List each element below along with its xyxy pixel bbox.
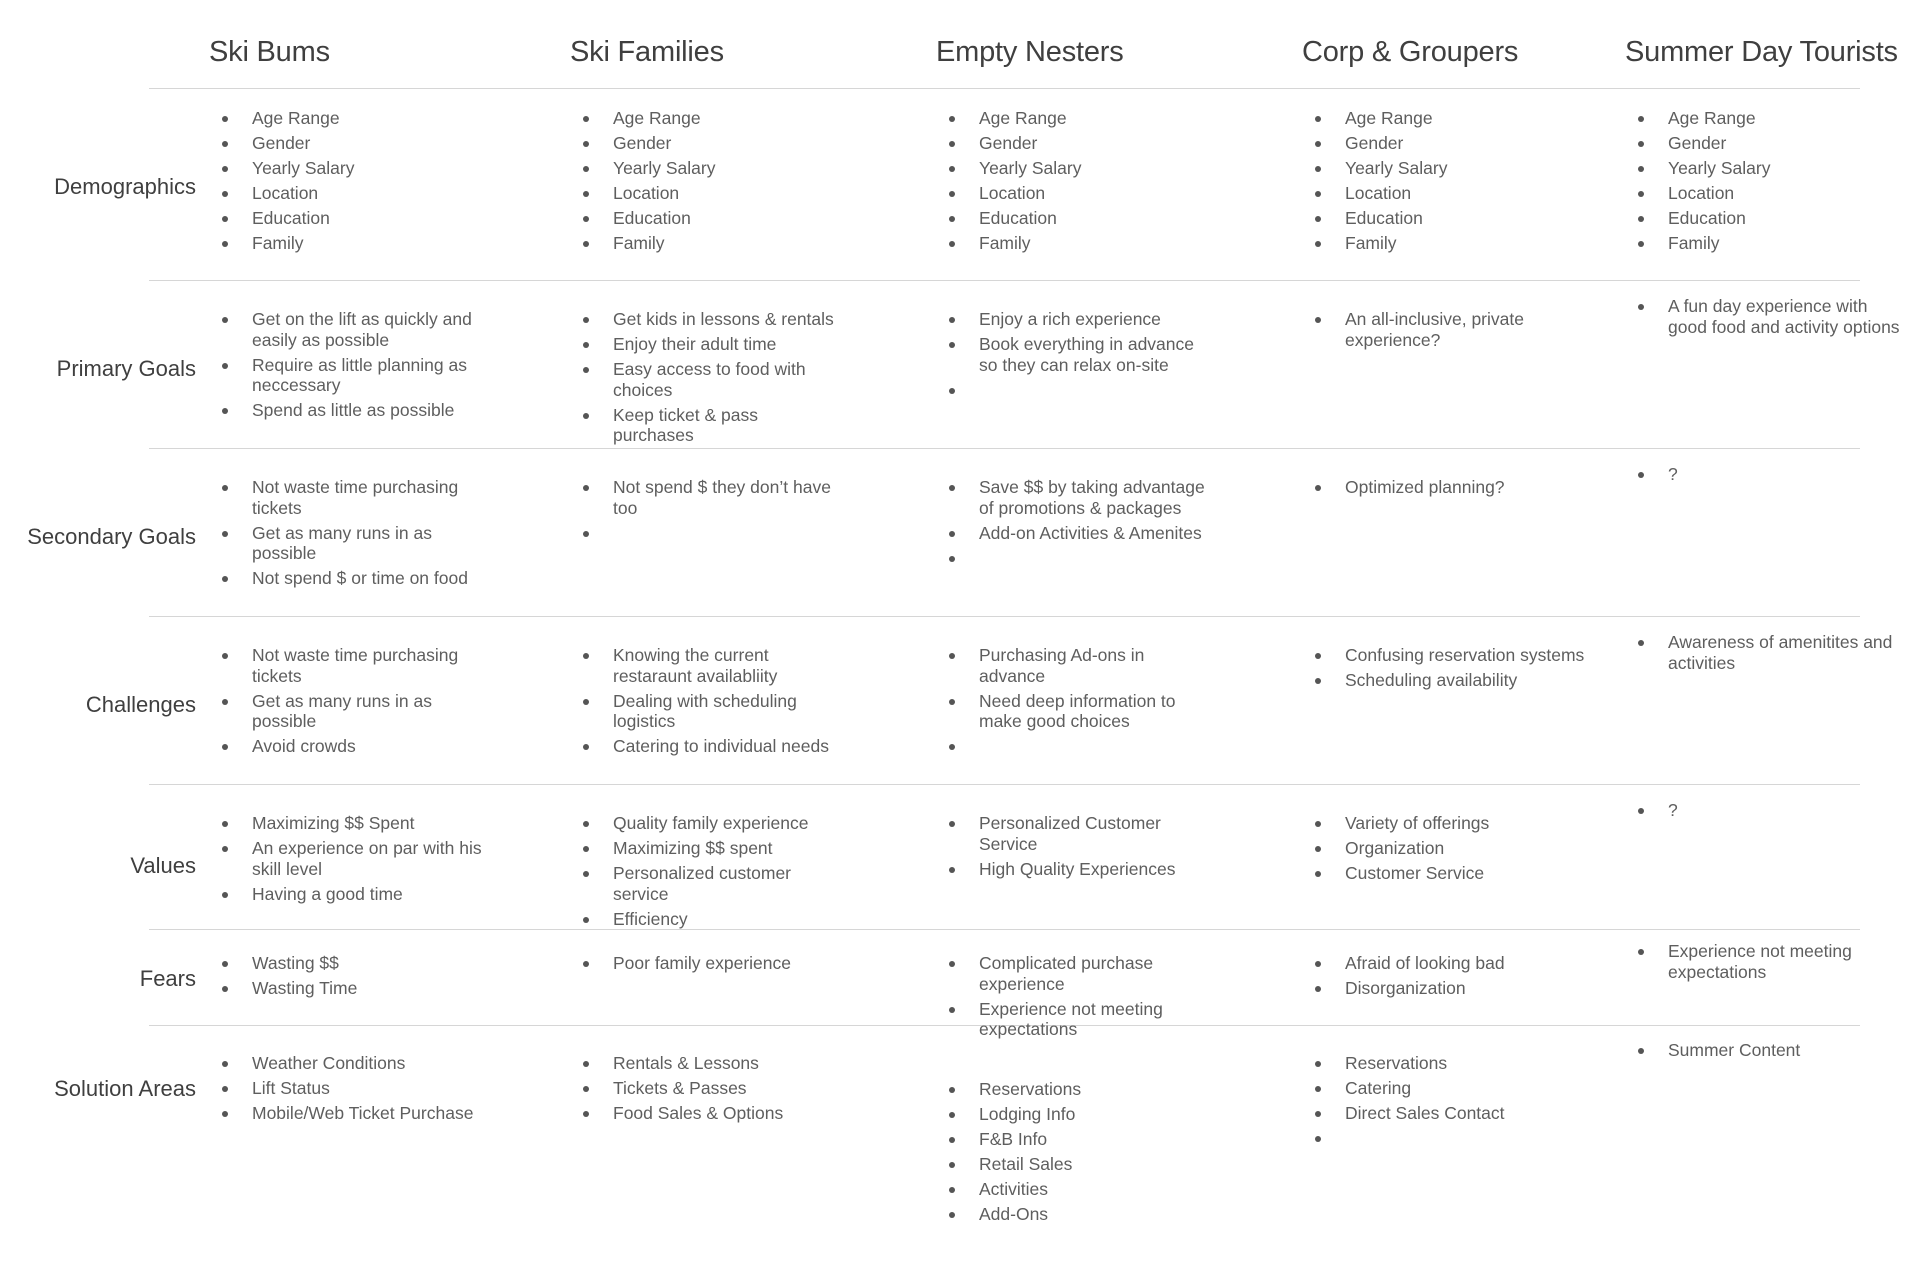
list-item: Experience not meeting expectations: [1638, 941, 1908, 982]
list-item: Yearly Salary: [949, 158, 1209, 179]
cell-list: [583, 1053, 843, 1128]
list-item: Education: [1315, 208, 1605, 229]
list-item: Experience not meeting expectations: [949, 999, 1209, 1040]
list-item: Family: [1315, 233, 1605, 254]
list-item: Optimized planning?: [1315, 477, 1605, 498]
list-item: Lift Status: [222, 1078, 482, 1099]
cell-list: [1638, 800, 1908, 825]
list-item: Organization: [1315, 838, 1605, 859]
list-item: Add-on Activities & Amenites: [949, 523, 1209, 544]
cell-list: [583, 953, 843, 978]
row-divider: [149, 448, 1860, 449]
list-item: Gender: [222, 133, 482, 154]
list-item: [949, 736, 1209, 757]
column-header: Ski Families: [570, 36, 724, 68]
list-item: Wasting Time: [222, 978, 482, 999]
cell-list: [222, 953, 482, 1003]
row-label: Challenges: [85, 692, 196, 717]
cell-list: [1315, 953, 1605, 1003]
list-item: Variety of offerings: [1315, 813, 1605, 834]
list-item: Activities: [949, 1179, 1209, 1200]
list-item: Gender: [949, 133, 1209, 154]
list-item: An all-inclusive, private experience?: [1315, 309, 1605, 350]
cell-list: [1638, 941, 1908, 987]
list-item: Keep ticket & pass purchases: [583, 405, 843, 446]
row-label: Fears: [139, 966, 196, 991]
row-divider: [149, 929, 1860, 930]
list-item: Get as many runs in as possible: [222, 523, 482, 564]
cell-list: [1315, 1053, 1605, 1153]
cell-list: [1638, 464, 1908, 489]
list-item: Not spend $ or time on food: [222, 568, 482, 589]
list-item: Confusing reservation systems: [1315, 645, 1605, 666]
list-item: Age Range: [583, 108, 843, 129]
list-item: Spend as little as possible: [222, 400, 482, 421]
list-item: Age Range: [949, 108, 1209, 129]
row-label: Demographics: [54, 174, 196, 199]
cell-list: [222, 813, 482, 909]
cell-list: [1638, 1040, 1908, 1065]
cell-list: [1315, 645, 1605, 695]
list-item: Maximizing $$ Spent: [222, 813, 482, 834]
list-item: Efficiency: [583, 909, 843, 930]
list-item: Direct Sales Contact: [1315, 1103, 1605, 1124]
list-item: Weather Conditions: [222, 1053, 482, 1074]
cell-list: [583, 309, 843, 450]
list-item: Education: [1638, 208, 1908, 229]
list-item: Family: [583, 233, 843, 254]
list-item: Gender: [1315, 133, 1605, 154]
cell-list: [222, 477, 482, 593]
cell-list: [1638, 632, 1908, 678]
list-item: ?: [1638, 464, 1908, 485]
list-item: Family: [1638, 233, 1908, 254]
cell-list: [222, 309, 482, 425]
list-item: Catering to individual needs: [583, 736, 843, 757]
cell-list: [1315, 108, 1605, 259]
list-item: F&B Info: [949, 1129, 1209, 1150]
row-label: Primary Goals: [56, 356, 196, 381]
list-item: Age Range: [1315, 108, 1605, 129]
list-item: Gender: [583, 133, 843, 154]
list-item: Location: [222, 183, 482, 204]
list-item: Catering: [1315, 1078, 1605, 1099]
list-item: Food Sales & Options: [583, 1103, 843, 1124]
row-divider: [149, 616, 1860, 617]
list-item: [949, 548, 1209, 569]
column-header: Empty Nesters: [936, 36, 1124, 68]
row-divider: [149, 784, 1860, 785]
column-header: Ski Bums: [209, 36, 330, 68]
list-item: Enjoy their adult time: [583, 334, 843, 355]
list-item: Having a good time: [222, 884, 482, 905]
list-item: Book everything in advance so they can relax on-site: [949, 334, 1209, 375]
cell-list: [583, 477, 843, 548]
list-item: A fun day experience with good food and activity options: [1638, 296, 1908, 337]
list-item: Tickets & Passes: [583, 1078, 843, 1099]
cell-list: [949, 1079, 1209, 1230]
cell-list: [583, 813, 843, 934]
list-item: Family: [949, 233, 1209, 254]
list-item: Location: [1315, 183, 1605, 204]
list-item: Afraid of looking bad: [1315, 953, 1605, 974]
cell-list: [949, 108, 1209, 259]
list-item: Enjoy a rich experience: [949, 309, 1209, 330]
list-item: [1315, 1128, 1605, 1149]
list-item: Age Range: [222, 108, 482, 129]
row-divider: [149, 280, 1860, 281]
list-item: Lodging Info: [949, 1104, 1209, 1125]
list-item: Get as many runs in as possible: [222, 691, 482, 732]
cell-list: [1638, 108, 1908, 259]
list-item: Education: [583, 208, 843, 229]
list-item: An experience on par with his skill level: [222, 838, 482, 879]
cell-list: [222, 645, 482, 761]
list-item: [949, 380, 1209, 401]
list-item: Location: [1638, 183, 1908, 204]
list-item: Reservations: [1315, 1053, 1605, 1074]
list-item: Location: [949, 183, 1209, 204]
list-item: Quality family experience: [583, 813, 843, 834]
list-item: Avoid crowds: [222, 736, 482, 757]
list-item: Location: [583, 183, 843, 204]
list-item: Not waste time purchasing tickets: [222, 477, 482, 518]
list-item: Poor family experience: [583, 953, 843, 974]
list-item: Scheduling availability: [1315, 670, 1605, 691]
list-item: Save $$ by taking advantage of promotions & packages: [949, 477, 1209, 518]
list-item: Gender: [1638, 133, 1908, 154]
list-item: Maximizing $$ spent: [583, 838, 843, 859]
row-label: Solution Areas: [54, 1076, 196, 1101]
list-item: Purchasing Ad-ons in advance: [949, 645, 1209, 686]
cell-list: [583, 645, 843, 761]
cell-list: [1315, 309, 1605, 355]
cell-list: [949, 477, 1209, 573]
list-item: Retail Sales: [949, 1154, 1209, 1175]
list-item: Not spend $ they don’t have too: [583, 477, 843, 518]
cell-list: [222, 108, 482, 259]
list-item: Family: [222, 233, 482, 254]
list-item: Not waste time purchasing tickets: [222, 645, 482, 686]
list-item: Yearly Salary: [583, 158, 843, 179]
row-label: Values: [130, 853, 196, 878]
cell-list: [222, 1053, 482, 1128]
list-item: Education: [949, 208, 1209, 229]
list-item: Dealing with scheduling logistics: [583, 691, 843, 732]
list-item: Reservations: [949, 1079, 1209, 1100]
list-item: Education: [222, 208, 482, 229]
list-item: Easy access to food with choices: [583, 359, 843, 400]
list-item: Awareness of amenitites and activities: [1638, 632, 1908, 673]
cell-list: [1315, 813, 1605, 888]
list-item: High Quality Experiences: [949, 859, 1209, 880]
list-item: Get kids in lessons & rentals: [583, 309, 843, 330]
cell-list: [949, 309, 1209, 405]
list-item: Yearly Salary: [1638, 158, 1908, 179]
list-item: ?: [1638, 800, 1908, 821]
row-divider: [149, 88, 1860, 89]
cell-list: [583, 108, 843, 259]
list-item: Wasting $$: [222, 953, 482, 974]
list-item: Get on the lift as quickly and easily as possible: [222, 309, 482, 350]
list-item: Personalized customer service: [583, 863, 843, 904]
list-item: Rentals & Lessons: [583, 1053, 843, 1074]
list-item: Age Range: [1638, 108, 1908, 129]
cell-list: [1638, 296, 1908, 342]
list-item: Summer Content: [1638, 1040, 1908, 1061]
list-item: Mobile/Web Ticket Purchase: [222, 1103, 482, 1124]
row-label: Secondary Goals: [27, 524, 196, 549]
column-header: Corp & Groupers: [1302, 36, 1519, 68]
list-item: Add-Ons: [949, 1204, 1209, 1225]
list-item: Complicated purchase experience: [949, 953, 1209, 994]
list-item: Customer Service: [1315, 863, 1605, 884]
list-item: Personalized Customer Service: [949, 813, 1209, 854]
list-item: Yearly Salary: [222, 158, 482, 179]
cell-list: [1315, 477, 1605, 502]
cell-list: [949, 813, 1209, 884]
list-item: Disorganization: [1315, 978, 1605, 999]
cell-list: [949, 645, 1209, 761]
list-item: [583, 523, 843, 544]
column-header: Summer Day Tourists: [1625, 36, 1898, 68]
list-item: Yearly Salary: [1315, 158, 1605, 179]
cell-list: [949, 953, 1209, 1044]
list-item: Knowing the current restaraunt availabliity: [583, 645, 843, 686]
list-item: Need deep information to make good choices: [949, 691, 1209, 732]
list-item: Require as little planning as neccessary: [222, 355, 482, 396]
